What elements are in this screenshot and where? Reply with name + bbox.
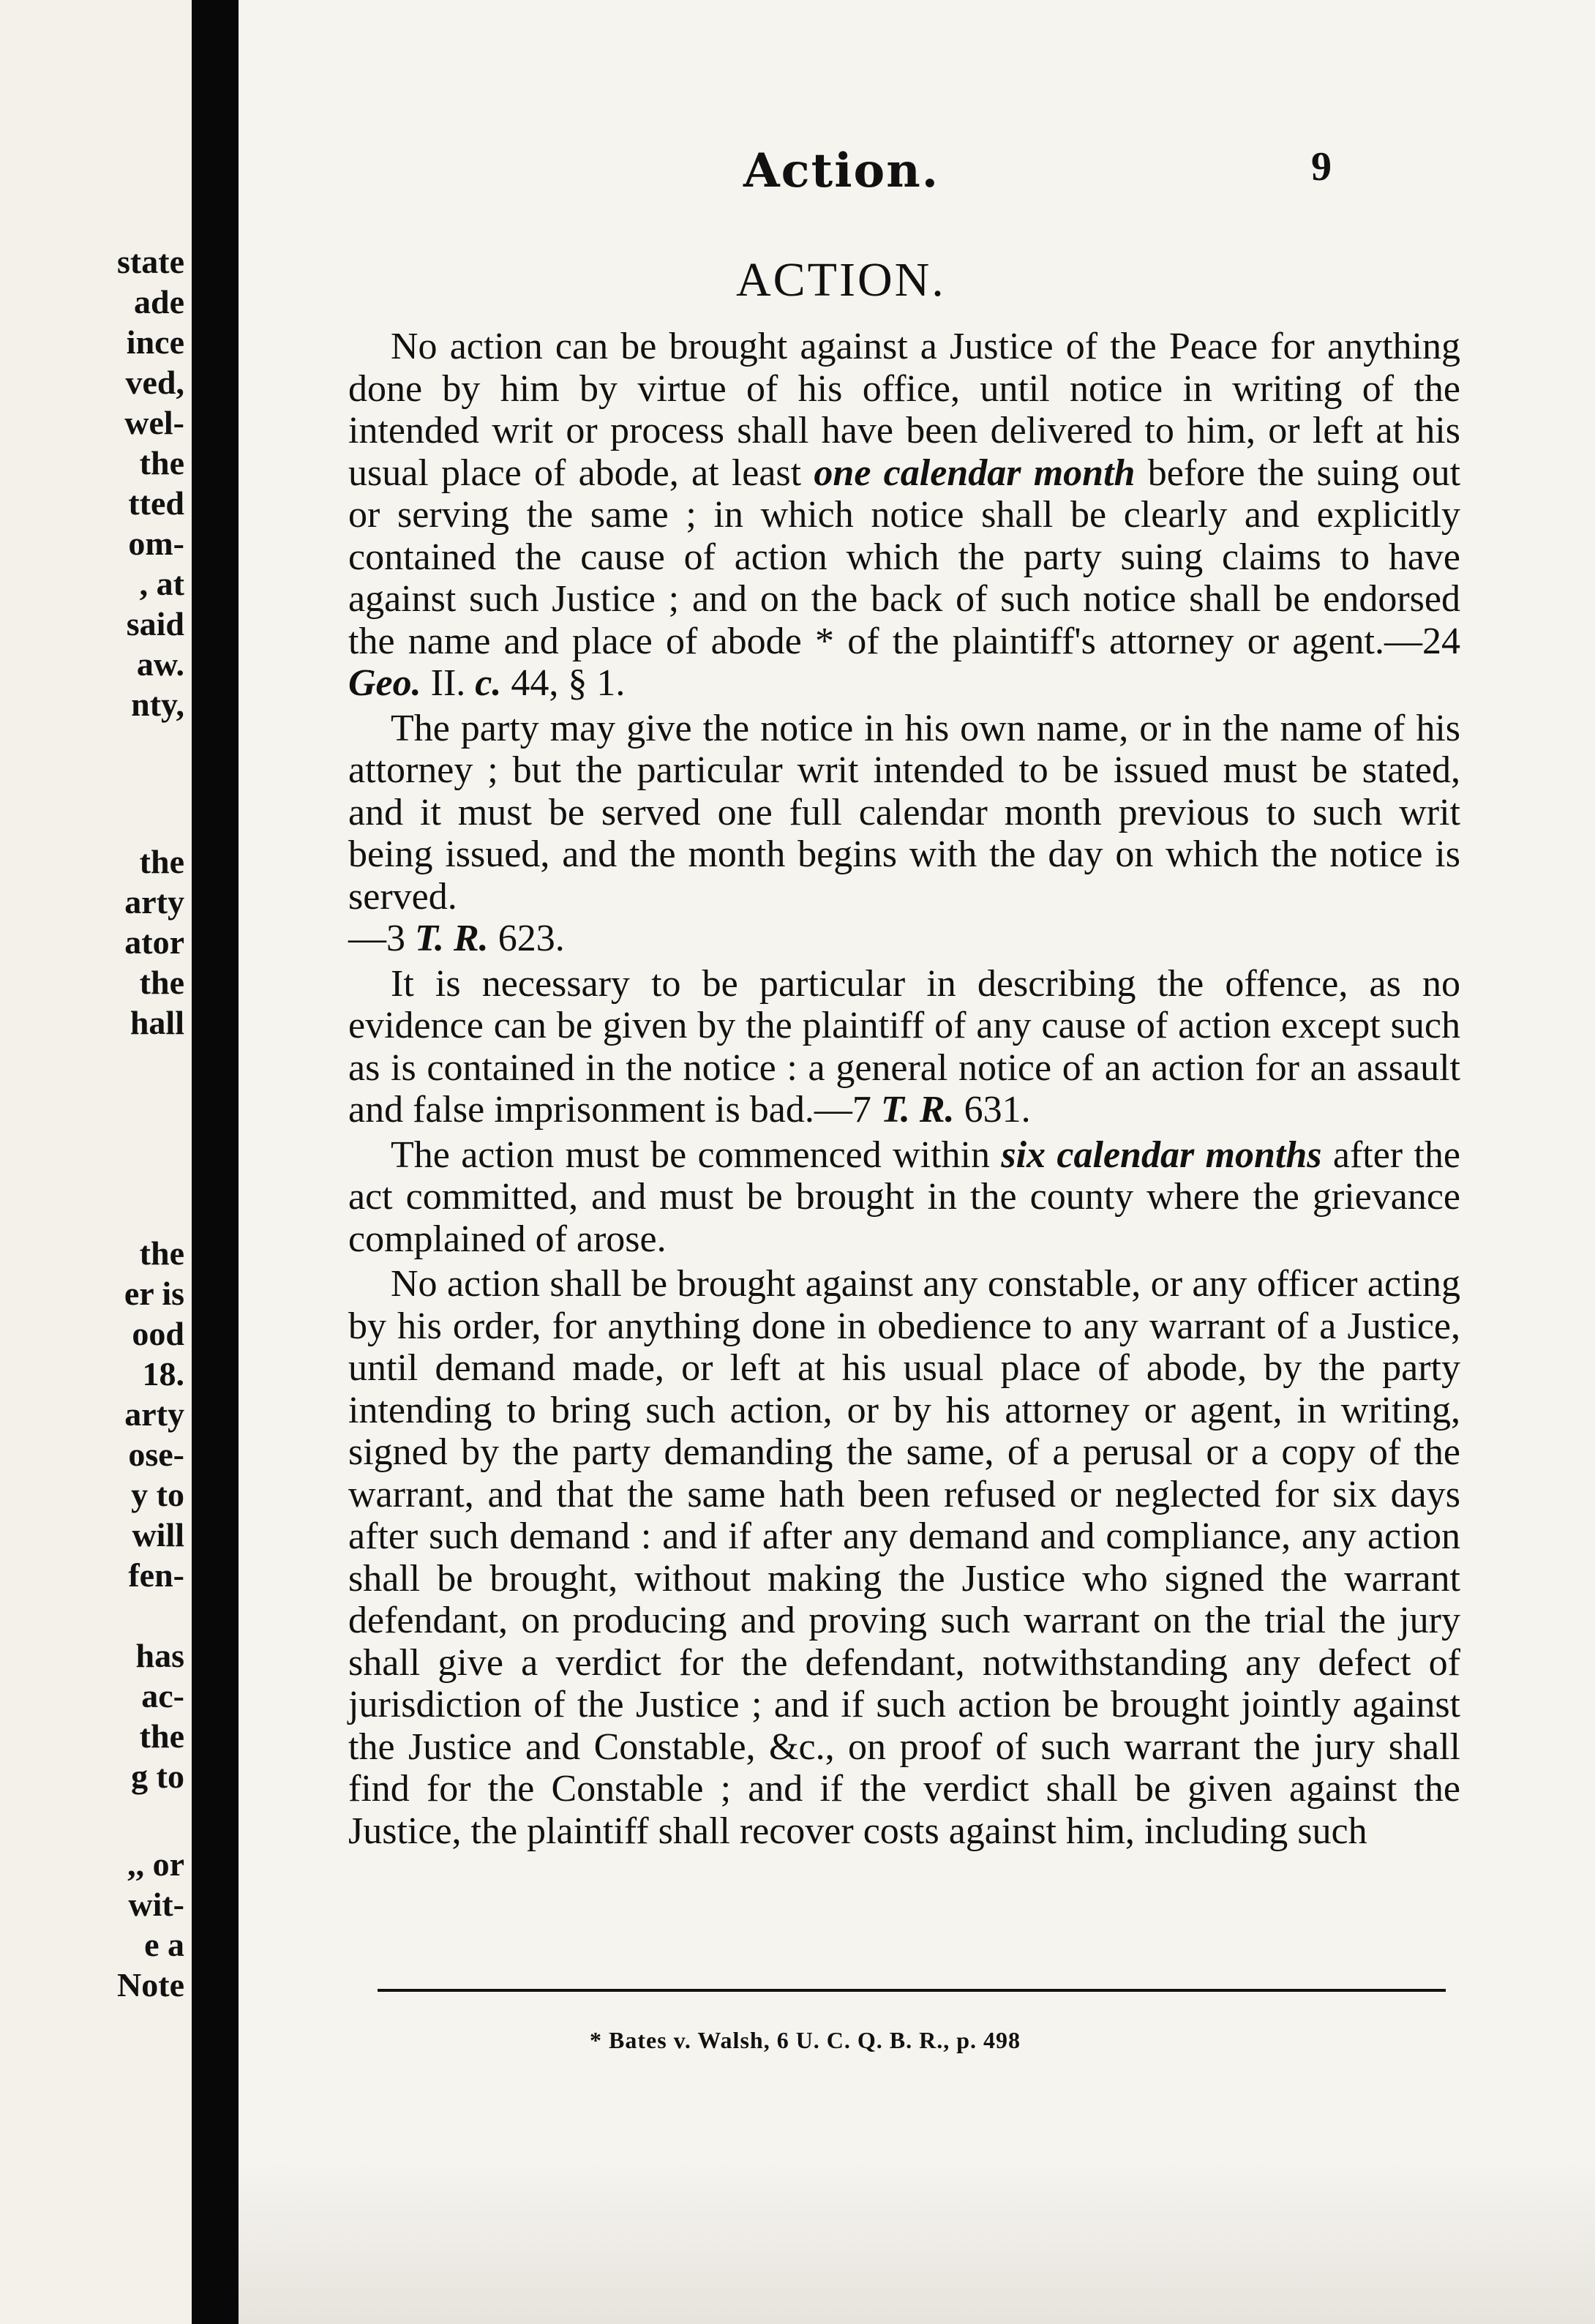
paragraph: [348, 1134, 1460, 1261]
text-run: It is necessary to be particular in describing the offence, as no evidence can be given by the plaintiff of any cause of action except such as is contained in the notice : a general notice of an action for an assault and false imprisonment is bad.—7: [348, 962, 1460, 1131]
body-text: [348, 326, 1460, 1855]
left-fragment: ved,: [125, 364, 184, 401]
citation-italic: c.: [475, 662, 502, 704]
citation-italic: T. R.: [415, 918, 489, 959]
text-run: The party may give the notice in his own name, or in the name of his attorney ; but the particular writ intended to be issued must be stated, and it must be served one full calendar month previous to such writ being issued, and the month begins with the day on which the notice is served.: [348, 707, 1460, 918]
text-run: II.: [421, 662, 476, 704]
left-fragment: the: [139, 1717, 184, 1755]
paragraph: [348, 963, 1460, 1131]
paragraph: [348, 708, 1460, 918]
page-number: 9: [1311, 144, 1332, 190]
text-run: No action shall be brought against any constable, or any officer acting by his order, for anything done in obedience to any warrant of a Justice, until demand made, or left at his usual place of abode, by the party intending to bring such action, or by his attorney or agent, in writing, signed by the party demanding the same, of a perusal or a copy of the warrant, and that the same hath been refused or neglected for six days after such demand : and if after any demand and compliance, any action shall be brought, without making the Justice who signed the warrant defendant, on producing and proving such warrant on the trial the jury shall give a verdict for the defendant, notwithstanding any defect of jurisdiction of the Justice ; and if such action be brought jointly against the Justice and Constable, &c., on proof of such warrant the jury shall find for the Constable ; and if the verdict shall be given against the Justice, the plaintiff shall recover costs against him, including such: [348, 1263, 1460, 1852]
text-run: 623.: [488, 918, 565, 959]
left-fragment: the: [139, 1234, 184, 1272]
left-fragment: e a: [144, 1926, 184, 1963]
left-fragment: ince: [126, 323, 184, 361]
left-fragment: ,, or: [127, 1845, 184, 1883]
text-run: after the act committed, and must be brought in the county where the grievance complained of arose.: [348, 1133, 1460, 1260]
citation-italic: Geo.: [348, 662, 421, 704]
left-fragment: aw.: [136, 645, 184, 683]
left-fragment: ood: [132, 1315, 184, 1352]
left-fragment: tted: [128, 484, 184, 522]
left-fragment: y to: [131, 1476, 184, 1513]
citation-italic: T. R.: [880, 1089, 955, 1131]
left-fragment: will: [132, 1516, 184, 1553]
text-run: No action can be brought against a Justice of the Peace for anything done by him by virtue of his office, until notice in writing of the intended writ or process shall have been delivered to him, or left at his usual place of abode, at least: [348, 326, 1460, 494]
left-fragment: 18.: [142, 1355, 184, 1392]
left-fragment: er is: [124, 1275, 184, 1312]
left-fragment: om-: [128, 525, 184, 562]
left-fragment: wit-: [128, 1886, 184, 1923]
left-fragment: arty: [124, 883, 184, 921]
left-fragment: state: [117, 243, 184, 280]
left-fragment: hall: [130, 1004, 184, 1041]
text-run: —3: [348, 918, 415, 959]
text-run: 631.: [954, 1089, 1031, 1131]
left-fragment: fen-: [128, 1556, 184, 1594]
footnote-rule: [378, 1989, 1446, 1992]
text-run: 44, § 1.: [501, 662, 626, 704]
paragraph: [348, 326, 1460, 705]
left-fragment: wel-: [124, 404, 184, 441]
running-head: Action.: [743, 143, 939, 198]
footnote: * Bates v. Walsh, 6 U. C. Q. B. R., p. 498: [590, 2027, 1021, 2053]
left-fragment: has: [135, 1637, 184, 1674]
left-fragment: ose-: [128, 1436, 184, 1473]
paragraph-citation: [348, 918, 1460, 960]
book-page: [239, 0, 1595, 2324]
left-fragment: , at: [139, 565, 184, 602]
left-fragment: said: [126, 605, 184, 642]
text-run: before the suing out or serving the same ; in which notice shall be clearly and explicitly contained the cause of action which the party suing claims to have against such Justice ; and on the back of such notice shall be endorsed the name and place of abode * of the plaintiff's attorney or agent.—24: [348, 451, 1461, 662]
left-fragment: ac-: [141, 1677, 184, 1714]
left-fragment: ade: [134, 283, 184, 321]
left-page-fragment: [0, 0, 192, 2324]
left-fragment: the: [139, 843, 184, 880]
left-fragment: g to: [131, 1758, 184, 1795]
left-fragment: Note: [117, 1966, 184, 2003]
left-fragment: the: [139, 444, 184, 481]
binding-gutter: [192, 0, 239, 2324]
emphasis-text: one calendar month: [814, 451, 1136, 494]
emphasis-text: six calendar months: [1001, 1133, 1322, 1176]
section-title: ACTION.: [736, 253, 946, 307]
left-fragment: ator: [124, 923, 184, 961]
left-fragment: nty,: [131, 686, 184, 723]
paragraph: [348, 1263, 1460, 1852]
left-fragment: arty: [124, 1395, 184, 1433]
text-run: The action must be commenced within: [391, 1133, 1002, 1176]
page-shading: [239, 2156, 1595, 2324]
left-fragment: the: [139, 964, 184, 1001]
